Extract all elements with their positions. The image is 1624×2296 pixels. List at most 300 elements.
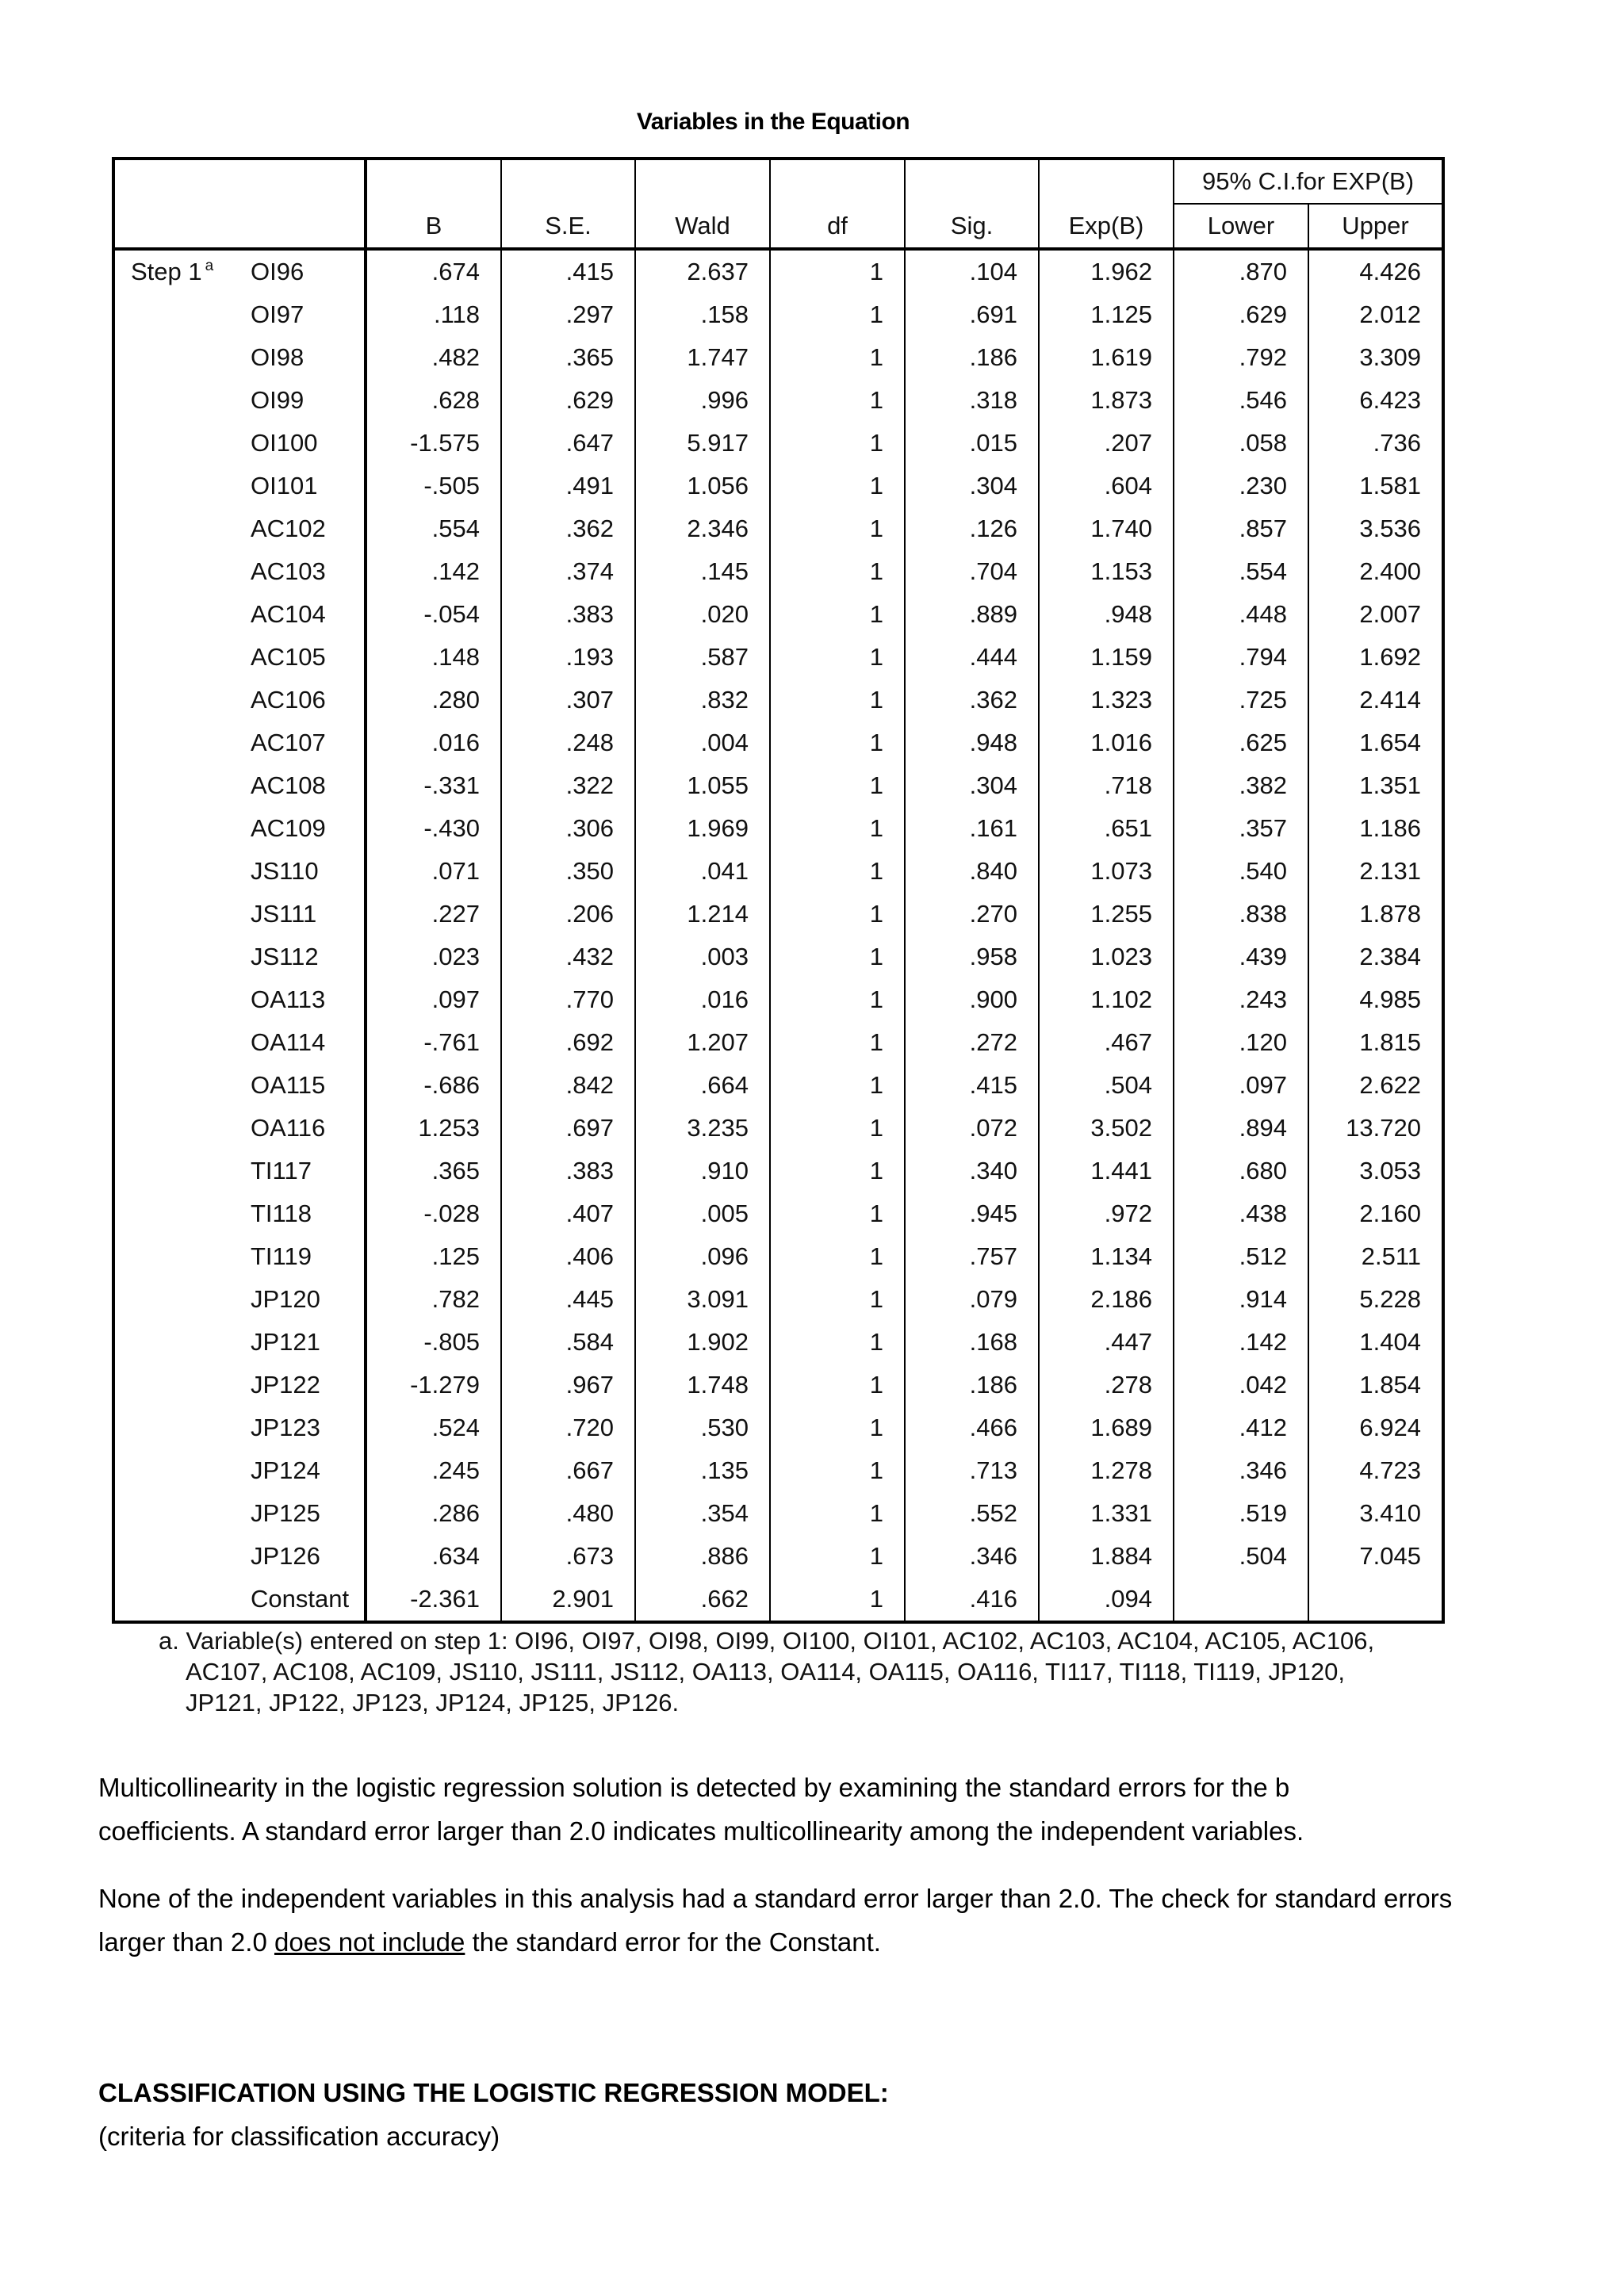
cell-upper: 3.053	[1308, 1150, 1443, 1192]
cell-expb: 1.153	[1039, 550, 1174, 593]
cell-expb: .447	[1039, 1321, 1174, 1364]
cell-b: .097	[366, 978, 501, 1021]
cell-b: .245	[366, 1449, 501, 1492]
cell-sig: .346	[905, 1535, 1039, 1578]
classification-section	[98, 2071, 1589, 2158]
cell-lower	[1174, 1578, 1308, 1622]
variable-name: TI118	[233, 1192, 366, 1235]
cell-upper: 6.924	[1308, 1406, 1443, 1449]
variable-name: OI96	[233, 249, 366, 293]
cell-sig: .168	[905, 1321, 1039, 1364]
cell-upper: 4.985	[1308, 978, 1443, 1021]
table-row	[113, 1235, 1443, 1278]
variable-name: JP124	[233, 1449, 366, 1492]
cell-expb: 1.873	[1039, 379, 1174, 422]
cell-sig: .704	[905, 550, 1039, 593]
cell-wald: .662	[635, 1578, 770, 1622]
table-row	[113, 1321, 1443, 1364]
cell-se: .842	[501, 1064, 635, 1107]
variable-name: TI119	[233, 1235, 366, 1278]
cell-lower: .870	[1174, 249, 1308, 293]
table-row	[113, 721, 1443, 764]
cell-wald: .832	[635, 679, 770, 721]
cell-df: 1	[770, 550, 905, 593]
cell-df: 1	[770, 507, 905, 550]
cell-sig: .362	[905, 679, 1039, 721]
cell-lower: .554	[1174, 550, 1308, 593]
cell-upper: 6.423	[1308, 379, 1443, 422]
cell-df: 1	[770, 379, 905, 422]
cell-se: .206	[501, 893, 635, 936]
ci-header: 95% C.I.for EXP(B)	[1174, 159, 1443, 204]
cell-wald: 3.235	[635, 1107, 770, 1150]
cell-lower: .894	[1174, 1107, 1308, 1150]
cell-expb: .094	[1039, 1578, 1174, 1622]
cell-df: 1	[770, 1192, 905, 1235]
cell-sig: .466	[905, 1406, 1039, 1449]
variable-name: AC104	[233, 593, 366, 636]
cell-wald: .664	[635, 1064, 770, 1107]
cell-se: .193	[501, 636, 635, 679]
variable-name: JS110	[233, 850, 366, 893]
cell-expb: 1.134	[1039, 1235, 1174, 1278]
cell-sig: .416	[905, 1578, 1039, 1622]
cell-lower: .725	[1174, 679, 1308, 721]
cell-lower: .680	[1174, 1150, 1308, 1192]
cell-df: 1	[770, 1535, 905, 1578]
variable-name: JP122	[233, 1364, 366, 1406]
cell-expb: 1.125	[1039, 293, 1174, 336]
cell-b: .071	[366, 850, 501, 893]
variable-name: JS112	[233, 936, 366, 978]
cell-wald: .886	[635, 1535, 770, 1578]
cell-df: 1	[770, 807, 905, 850]
cell-expb: 1.740	[1039, 507, 1174, 550]
cell-b: 1.253	[366, 1107, 501, 1150]
variable-name: AC108	[233, 764, 366, 807]
table-row	[113, 465, 1443, 507]
variable-name: OI99	[233, 379, 366, 422]
cell-wald: .996	[635, 379, 770, 422]
table-row	[113, 379, 1443, 422]
cell-lower: .838	[1174, 893, 1308, 936]
cell-wald: .135	[635, 1449, 770, 1492]
table-row	[113, 807, 1443, 850]
cell-se: .584	[501, 1321, 635, 1364]
table-row	[113, 679, 1443, 721]
cell-sig: .840	[905, 850, 1039, 893]
cell-wald: 5.917	[635, 422, 770, 465]
cell-df: 1	[770, 465, 905, 507]
cell-lower: .914	[1174, 1278, 1308, 1321]
variable-name: JP125	[233, 1492, 366, 1535]
cell-b: .482	[366, 336, 501, 379]
cell-wald: 1.056	[635, 465, 770, 507]
cell-wald: .145	[635, 550, 770, 593]
cell-lower: .540	[1174, 850, 1308, 893]
cell-b: .023	[366, 936, 501, 978]
cell-b: -.761	[366, 1021, 501, 1064]
cell-wald: .016	[635, 978, 770, 1021]
cell-upper: 7.045	[1308, 1535, 1443, 1578]
cell-expb: .604	[1039, 465, 1174, 507]
cell-sig: .186	[905, 336, 1039, 379]
cell-se: .629	[501, 379, 635, 422]
cell-se: .445	[501, 1278, 635, 1321]
col-header-df: df	[770, 204, 905, 249]
cell-b: -.686	[366, 1064, 501, 1107]
cell-expb: 1.331	[1039, 1492, 1174, 1535]
cell-upper: 2.414	[1308, 679, 1443, 721]
cell-b: -1.279	[366, 1364, 501, 1406]
cell-sig: .304	[905, 465, 1039, 507]
cell-df: 1	[770, 850, 905, 893]
cell-sig: .186	[905, 1364, 1039, 1406]
cell-wald: .041	[635, 850, 770, 893]
table-row	[113, 550, 1443, 593]
cell-upper: 2.511	[1308, 1235, 1443, 1278]
variable-name: OA114	[233, 1021, 366, 1064]
cell-lower: .439	[1174, 936, 1308, 978]
cell-expb: .467	[1039, 1021, 1174, 1064]
cell-df: 1	[770, 679, 905, 721]
cell-wald: .096	[635, 1235, 770, 1278]
table-row	[113, 1578, 1443, 1622]
table-row	[113, 1535, 1443, 1578]
paragraph-1-line-2: coefficients. A standard error larger than 2.0 indicates multicollinearity among the independent variables.	[98, 1816, 1304, 1846]
table-title: Variables in the Equation	[636, 109, 910, 135]
cell-b: -.505	[366, 465, 501, 507]
cell-sig: .713	[905, 1449, 1039, 1492]
cell-expb: .718	[1039, 764, 1174, 807]
paragraph-2-pre: larger than 2.0	[98, 1927, 274, 1957]
cell-df: 1	[770, 764, 905, 807]
col-header-wald: Wald	[635, 204, 770, 249]
cell-sig: .272	[905, 1021, 1039, 1064]
cell-upper: 1.351	[1308, 764, 1443, 807]
table-row	[113, 1278, 1443, 1321]
cell-expb: 2.186	[1039, 1278, 1174, 1321]
cell-lower: .438	[1174, 1192, 1308, 1235]
cell-lower: .546	[1174, 379, 1308, 422]
cell-wald: 1.748	[635, 1364, 770, 1406]
table-row	[113, 936, 1443, 978]
cell-sig: .552	[905, 1492, 1039, 1535]
col-header-b: B	[366, 204, 501, 249]
cell-b: .125	[366, 1235, 501, 1278]
cell-sig: .900	[905, 978, 1039, 1021]
paragraph-1-line-1: Multicollinearity in the logistic regression solution is detected by examining the standard errors for the b	[98, 1773, 1290, 1802]
cell-se: .383	[501, 1150, 635, 1192]
cell-wald: .158	[635, 293, 770, 336]
cell-wald: .587	[635, 636, 770, 679]
footnote-line-3: JP121, JP122, JP123, JP124, JP125, JP126.	[186, 1689, 680, 1716]
step-footnote-marker: a	[205, 258, 214, 274]
variable-name: AC109	[233, 807, 366, 850]
cell-se: .365	[501, 336, 635, 379]
cell-b: .118	[366, 293, 501, 336]
cell-sig: .318	[905, 379, 1039, 422]
cell-b: .782	[366, 1278, 501, 1321]
table-row	[113, 293, 1443, 336]
cell-expb: 1.619	[1039, 336, 1174, 379]
cell-expb: 3.502	[1039, 1107, 1174, 1150]
cell-lower: .230	[1174, 465, 1308, 507]
cell-upper: 2.384	[1308, 936, 1443, 978]
cell-lower: .382	[1174, 764, 1308, 807]
cell-lower: .042	[1174, 1364, 1308, 1406]
cell-se: .770	[501, 978, 635, 1021]
cell-df: 1	[770, 1406, 905, 1449]
cell-sig: .958	[905, 936, 1039, 978]
cell-se: .491	[501, 465, 635, 507]
cell-se: .967	[501, 1364, 635, 1406]
table-row	[113, 1021, 1443, 1064]
table-row	[113, 336, 1443, 379]
cell-df: 1	[770, 249, 905, 293]
cell-upper: 2.160	[1308, 1192, 1443, 1235]
cell-wald: 2.637	[635, 249, 770, 293]
cell-sig: .945	[905, 1192, 1039, 1235]
variable-name: JP121	[233, 1321, 366, 1364]
variable-name: OI100	[233, 422, 366, 465]
cell-expb: 1.441	[1039, 1150, 1174, 1192]
cell-expb: .948	[1039, 593, 1174, 636]
cell-df: 1	[770, 893, 905, 936]
col-header-expb: Exp(B)	[1039, 204, 1174, 249]
cell-upper: 4.426	[1308, 249, 1443, 293]
cell-sig: .104	[905, 249, 1039, 293]
cell-upper: 1.854	[1308, 1364, 1443, 1406]
cell-df: 1	[770, 1107, 905, 1150]
cell-se: .322	[501, 764, 635, 807]
cell-upper: 2.131	[1308, 850, 1443, 893]
cell-b: -.805	[366, 1321, 501, 1364]
cell-expb: 1.884	[1039, 1535, 1174, 1578]
cell-sig: .126	[905, 507, 1039, 550]
cell-wald: 1.747	[635, 336, 770, 379]
variable-name: OI97	[233, 293, 366, 336]
cell-se: .383	[501, 593, 635, 636]
cell-se: .415	[501, 249, 635, 293]
cell-upper: 1.581	[1308, 465, 1443, 507]
cell-wald: 1.214	[635, 893, 770, 936]
cell-upper: 2.400	[1308, 550, 1443, 593]
cell-sig: .304	[905, 764, 1039, 807]
table-body	[113, 249, 1443, 1622]
cell-b: .280	[366, 679, 501, 721]
cell-upper: 5.228	[1308, 1278, 1443, 1321]
variable-name: OA113	[233, 978, 366, 1021]
col-header-upper: Upper	[1308, 204, 1443, 249]
cell-lower: .097	[1174, 1064, 1308, 1107]
cell-wald: 1.969	[635, 807, 770, 850]
cell-se: .297	[501, 293, 635, 336]
cell-wald: 1.207	[635, 1021, 770, 1064]
cell-upper: 3.536	[1308, 507, 1443, 550]
variable-name: AC105	[233, 636, 366, 679]
table-row	[113, 1064, 1443, 1107]
cell-upper: 3.410	[1308, 1492, 1443, 1535]
cell-se: .248	[501, 721, 635, 764]
cell-upper: 2.012	[1308, 293, 1443, 336]
cell-df: 1	[770, 1064, 905, 1107]
cell-expb: .972	[1039, 1192, 1174, 1235]
cell-se: 2.901	[501, 1578, 635, 1622]
cell-se: .307	[501, 679, 635, 721]
variable-name: AC107	[233, 721, 366, 764]
cell-expb: .207	[1039, 422, 1174, 465]
cell-df: 1	[770, 936, 905, 978]
table-row	[113, 636, 1443, 679]
cell-df: 1	[770, 1321, 905, 1364]
cell-b: -.331	[366, 764, 501, 807]
cell-lower: .504	[1174, 1535, 1308, 1578]
cell-b: -.054	[366, 593, 501, 636]
cell-sig: .691	[905, 293, 1039, 336]
cell-wald: 2.346	[635, 507, 770, 550]
col-header-lower: Lower	[1174, 204, 1308, 249]
section-heading: CLASSIFICATION USING THE LOGISTIC REGRESSION MODEL:	[98, 2078, 889, 2107]
footnote-line-2: AC107, AC108, AC109, JS110, JS111, JS112, OA113, OA114, OA115, OA116, TI117, TI118, TI119, JP120,	[186, 1658, 1345, 1686]
table-row	[113, 764, 1443, 807]
cell-sig: .444	[905, 636, 1039, 679]
cell-expb: 1.159	[1039, 636, 1174, 679]
cell-expb: 1.689	[1039, 1406, 1174, 1449]
cell-upper: 2.007	[1308, 593, 1443, 636]
cell-lower: .412	[1174, 1406, 1308, 1449]
table-row	[113, 249, 1443, 293]
cell-upper: .736	[1308, 422, 1443, 465]
section-subheading: (criteria for classification accuracy)	[98, 2122, 500, 2151]
cell-sig: .079	[905, 1278, 1039, 1321]
cell-lower: .120	[1174, 1021, 1308, 1064]
cell-df: 1	[770, 1364, 905, 1406]
cell-b: .016	[366, 721, 501, 764]
cell-upper	[1308, 1578, 1443, 1622]
cell-wald: .004	[635, 721, 770, 764]
cell-df: 1	[770, 721, 905, 764]
variable-name: AC106	[233, 679, 366, 721]
cell-expb: .651	[1039, 807, 1174, 850]
paragraph-2-underlined: does not include	[274, 1927, 465, 1957]
cell-df: 1	[770, 1578, 905, 1622]
cell-se: .306	[501, 807, 635, 850]
cell-b: .524	[366, 1406, 501, 1449]
cell-se: .720	[501, 1406, 635, 1449]
cell-wald: 3.091	[635, 1278, 770, 1321]
cell-sig: .757	[905, 1235, 1039, 1278]
paragraph-2-line-2	[98, 1920, 1589, 1964]
footnote-line-1: a. Variable(s) entered on step 1: OI96, OI97, OI98, OI99, OI100, OI101, AC102, AC103, AC104, AC105, AC106,	[159, 1627, 1375, 1655]
cell-wald: .005	[635, 1192, 770, 1235]
cell-b: .286	[366, 1492, 501, 1535]
cell-sig: .270	[905, 893, 1039, 936]
cell-b: -.430	[366, 807, 501, 850]
paragraph-multicollinearity	[98, 1766, 1589, 1853]
cell-upper: 4.723	[1308, 1449, 1443, 1492]
variable-name: JP120	[233, 1278, 366, 1321]
cell-b: .227	[366, 893, 501, 936]
cell-df: 1	[770, 978, 905, 1021]
cell-df: 1	[770, 1449, 905, 1492]
cell-upper: 1.878	[1308, 893, 1443, 936]
cell-lower: .058	[1174, 422, 1308, 465]
cell-lower: .625	[1174, 721, 1308, 764]
cell-sig: .340	[905, 1150, 1039, 1192]
cell-expb: .278	[1039, 1364, 1174, 1406]
cell-expb: 1.016	[1039, 721, 1174, 764]
paragraph-2-line-1: None of the independent variables in this analysis had a standard error larger than 2.0. The check for standard errors	[98, 1884, 1453, 1913]
cell-se: .667	[501, 1449, 635, 1492]
cell-se: .697	[501, 1107, 635, 1150]
cell-se: .406	[501, 1235, 635, 1278]
variable-name: OI98	[233, 336, 366, 379]
col-header-sig: Sig.	[905, 204, 1039, 249]
cell-b: .628	[366, 379, 501, 422]
cell-lower: .792	[1174, 336, 1308, 379]
cell-df: 1	[770, 1150, 905, 1192]
cell-df: 1	[770, 1278, 905, 1321]
cell-wald: .910	[635, 1150, 770, 1192]
cell-expb: 1.962	[1039, 249, 1174, 293]
cell-df: 1	[770, 336, 905, 379]
cell-upper: 13.720	[1308, 1107, 1443, 1150]
variable-name: AC103	[233, 550, 366, 593]
cell-b: .148	[366, 636, 501, 679]
table-row	[113, 593, 1443, 636]
cell-b: -2.361	[366, 1578, 501, 1622]
cell-upper: 1.404	[1308, 1321, 1443, 1364]
cell-b: .634	[366, 1535, 501, 1578]
cell-se: .692	[501, 1021, 635, 1064]
table-row	[113, 1406, 1443, 1449]
cell-wald: .354	[635, 1492, 770, 1535]
header-row-ci	[113, 159, 1443, 204]
cell-expb: 1.023	[1039, 936, 1174, 978]
variable-name: Constant	[233, 1578, 366, 1622]
cell-sig: .948	[905, 721, 1039, 764]
table-row	[113, 1107, 1443, 1150]
cell-expb: 1.073	[1039, 850, 1174, 893]
cell-b: -1.575	[366, 422, 501, 465]
cell-df: 1	[770, 636, 905, 679]
table-row	[113, 1192, 1443, 1235]
variables-table	[112, 157, 1445, 1624]
variable-name: OA116	[233, 1107, 366, 1150]
col-header-se: S.E.	[501, 204, 635, 249]
cell-lower: .794	[1174, 636, 1308, 679]
table-row	[113, 850, 1443, 893]
cell-b: .554	[366, 507, 501, 550]
cell-wald: .020	[635, 593, 770, 636]
cell-upper: 1.692	[1308, 636, 1443, 679]
cell-df: 1	[770, 1492, 905, 1535]
cell-b: .142	[366, 550, 501, 593]
cell-sig: .015	[905, 422, 1039, 465]
cell-lower: .629	[1174, 293, 1308, 336]
cell-df: 1	[770, 422, 905, 465]
cell-expb: 1.255	[1039, 893, 1174, 936]
cell-df: 1	[770, 1235, 905, 1278]
cell-wald: 1.055	[635, 764, 770, 807]
table-row	[113, 893, 1443, 936]
variable-name: TI117	[233, 1150, 366, 1192]
cell-lower: .357	[1174, 807, 1308, 850]
cell-lower: .857	[1174, 507, 1308, 550]
cell-lower: .512	[1174, 1235, 1308, 1278]
header-row	[113, 204, 1443, 249]
